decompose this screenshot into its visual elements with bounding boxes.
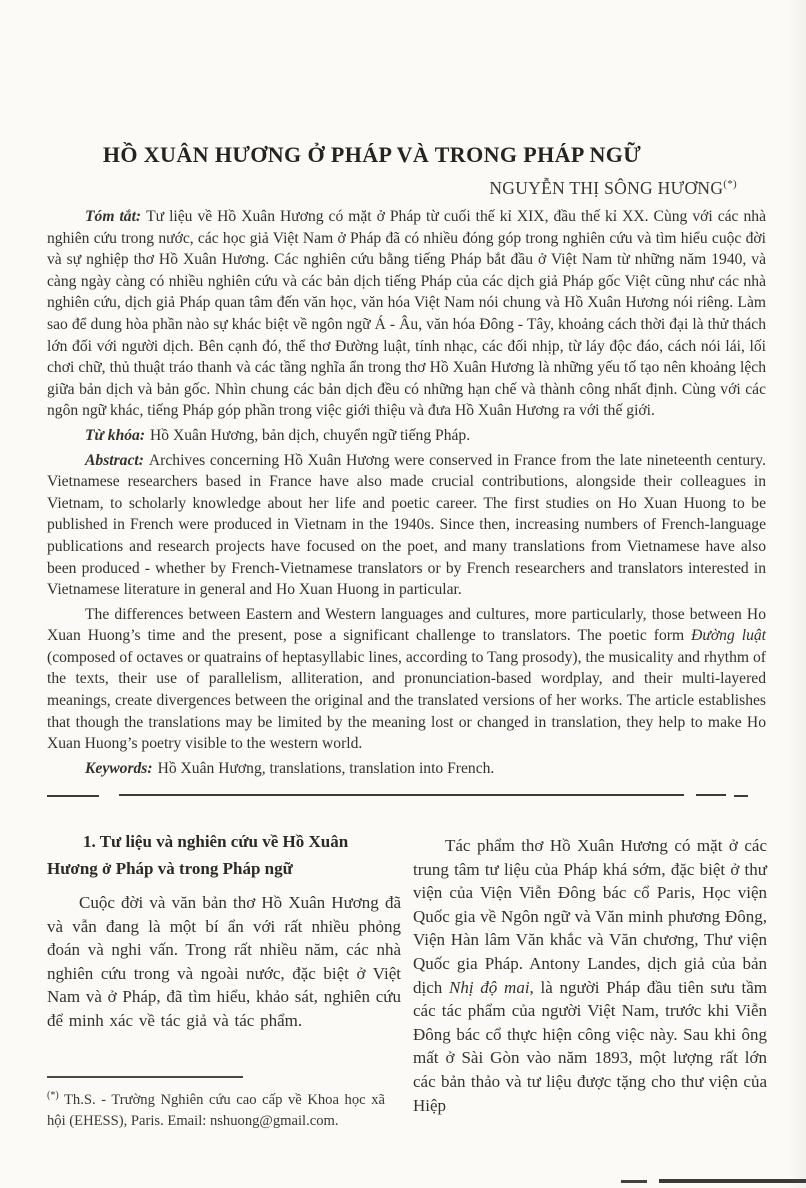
separator-segment bbox=[119, 794, 684, 796]
article-title: HỒ XUÂN HƯƠNG Ở PHÁP VÀ TRONG PHÁP NGỮ bbox=[102, 141, 642, 167]
keywords-vi-text: Hồ Xuân Hương, bản dịch, chuyển ngữ tiếng Pháp. bbox=[150, 426, 471, 444]
section-1-heading: 1. Tư liệu và nghiên cứu về Hồ Xuân Hương ở Pháp và trong Pháp ngữ bbox=[47, 832, 349, 878]
footnote-rule bbox=[47, 1076, 243, 1078]
abstract-en-paragraph-1 bbox=[47, 450, 766, 601]
keywords-en-label: Keywords: bbox=[85, 759, 153, 777]
section-1-paragraph: Cuộc đời và văn bản thơ Hồ Xuân Hương đã và vẫn đang là một bí ẩn với rất nhiều phỏng đoán và nghi vấn. Trong rất nhiều năm, các nhà nghiên cứu trong và ngoài nước, đặc biệt ở Việt Nam và ở Pháp, đã tìm hiểu, khảo sát, nghiên cứu để minh xác về tác giả và tác phẩm. bbox=[47, 893, 401, 1030]
author-footnote-marker: (*) bbox=[723, 178, 737, 191]
scan-artifact-dash bbox=[621, 1180, 647, 1183]
keywords-vi-paragraph bbox=[47, 425, 766, 447]
abstract-vi-label: Tóm tắt: bbox=[85, 208, 142, 225]
abstract-en-label: Abstract: bbox=[85, 451, 144, 469]
footnote-marker: (*) bbox=[47, 1090, 59, 1101]
abstract-vi-paragraph bbox=[47, 206, 766, 422]
author-line bbox=[47, 178, 737, 199]
scan-artifact-line bbox=[659, 1179, 806, 1183]
abstract-en-text-2b: (composed of octaves or quatrains of heptasyllabic lines, according to Tang prosody), the musicality and rhythm of the texts, their use of parallelism, alliteration, and pronunciation-based wordplay, and their multi-layered meanings, create divergences between the original and the translated versions of her works. The article establishes that though the translations may be limited by the meaning lost or changed in translation, they help to make Ho Xuan Huong’s poetry visible to the western world. bbox=[47, 648, 766, 753]
body-column-left bbox=[47, 828, 401, 1033]
separator-segment bbox=[696, 794, 726, 796]
keywords-en-paragraph bbox=[47, 758, 766, 780]
keywords-vi-label: Từ khóa: bbox=[85, 426, 146, 444]
separator-segment bbox=[734, 795, 748, 797]
abstract-en-text-1: Archives concerning Hồ Xuân Hương were conserved in France from the late nineteenth century. Vietnamese researchers based in France have also made crucial contributions, alongside their colleagues in Vietnam, to scholarly knowledge about her life and poetic career. The first studies on Ho Xuan Huong to be published in French were produced in Vietnam in the 1940s. Since then, increasing numbers of French-language publications and research projects have focused on the poet, and many translations from Vietnamese have also been produced - whether by French-Vietnamese translators or by French researchers and translators interested in Vietnamese literature in general and Ho Xuan Huong in particular. bbox=[47, 451, 766, 599]
right-column-paragraph bbox=[413, 834, 767, 1117]
footnote bbox=[47, 1085, 385, 1133]
right-paragraph-title-italic: Nhị độ mai bbox=[449, 977, 530, 997]
separator-segment bbox=[47, 795, 99, 797]
abstract-separator-rule bbox=[47, 793, 766, 796]
author-name: NGUYỄN THỊ SÔNG HƯƠNG bbox=[489, 178, 724, 198]
abstract-en-term-italic: Đường luật bbox=[691, 627, 766, 645]
right-paragraph-text-a: Tác phẩm thơ Hồ Xuân Hương có mặt ở các trung tâm tư liệu của Pháp khá sớm, đặc biệt ở thư viện của Viện Viễn Đông bác cổ Paris, Học viện Quốc gia về Ngôn ngữ và Văn minh phương Đông, Viện Hàn lâm Văn khắc và Văn chương, Thư viện Quốc gia Pháp. Antony Landes, dịch giả của bản dịch bbox=[413, 836, 767, 997]
body-column-right bbox=[413, 834, 767, 1117]
right-paragraph-text-b: , là người Pháp đầu tiên sưu tầm các tác phẩm của người Việt Nam, trước khi Viễn Đông bác cổ thực hiện công việc này. Sau khi ông mất ở Sài Gòn vào năm 1893, một lượng rất lớn các bản thảo và tư liệu được tặng cho thư viện của Hiệp bbox=[413, 977, 767, 1115]
footnote-text: Th.S. - Trường Nghiên cứu cao cấp về Khoa học xã hội (EHESS), Paris. Email: nshuong@gmail.com. bbox=[47, 1091, 385, 1130]
keywords-en-text: Hồ Xuân Hương, translations, translation into French. bbox=[157, 759, 495, 777]
abstract-en-text-2a: The differences between Eastern and Western languages and cultures, more particularly, those between Ho Xuan Huong’s time and the present, pose a significant challenge to translators. The poetic form bbox=[47, 605, 766, 645]
abstract-vi-text: Tư liệu về Hồ Xuân Hương có mặt ở Pháp từ cuối thế kỉ XIX, đầu thế kỉ XX. Cùng với các nhà nghiên cứu trong nước, các học giả Việt Nam ở Pháp đã có nhiều đóng góp trong nghiên cứu và tìm hiểu cuộc đời và sự nghiệp thơ Hồ Xuân Hương. Các nghiên cứu bằng tiếng Pháp bắt đầu ở Việt Nam từ những năm 1940, và càng ngày càng có nhiều nghiên cứu và các bản dịch tiếng Pháp của các dịch giả Pháp gốc Việt cũng như các nhà nghiên cứu, dịch giả Pháp quan tâm đến văn học, văn hóa Việt Nam nói chung và Hồ Xuân Hương nói riêng. Làm sao để dung hòa phần nào sự khác biệt về ngôn ngữ Á - Âu, văn hóa Đông - Tây, khoảng cách thời đại là thử thách lớn đối với người dịch. Bên cạnh đó, thể thơ Đường luật, tính nhạc, các đối nhịp, từ láy độc đáo, cách nói lái, lối chơi chữ, thủ thuật tráo thanh và các tầng nghĩa ẩn trong thơ Hồ Xuân Hương là những yếu tố tạo nên khoảng lệch giữa bản dịch và bản gốc. Nhìn chung các bản dịch đều có những hạn chế và thành công nhất định. Cùng với các ngôn ngữ khác, tiếng Pháp góp phần trong việc giới thiệu và đưa Hồ Xuân Hương ra với thế giới. bbox=[47, 208, 766, 420]
abstract-section bbox=[47, 206, 766, 781]
abstract-en-paragraph-2 bbox=[47, 604, 766, 755]
